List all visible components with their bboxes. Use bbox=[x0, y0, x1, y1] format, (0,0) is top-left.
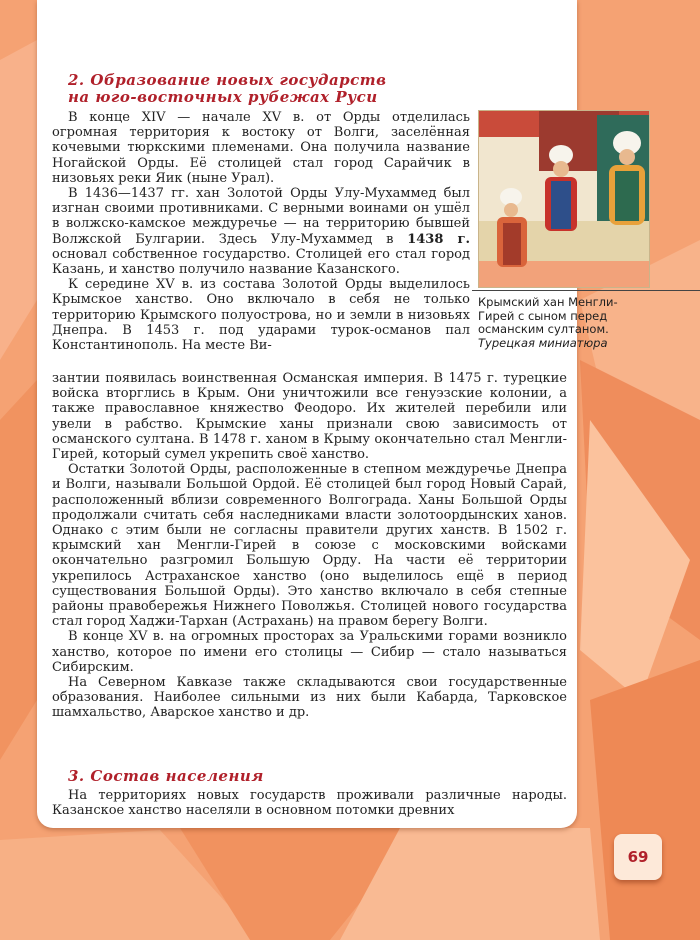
page-number: 69 bbox=[627, 848, 649, 866]
section-2-heading-line1: 2. Образование новых государств bbox=[68, 71, 387, 89]
figure-caption-text: Крымский хан Менгли-Гирей с сыном перед османским султаном. bbox=[478, 295, 618, 336]
turkish-miniature-image bbox=[478, 110, 650, 288]
section-2-text-wide bbox=[52, 371, 567, 721]
paragraph-kazan-text-2: основал собственное государство. Столицей его стал город Казань, и ханство получило название Казанского. bbox=[52, 246, 470, 278]
section-3-text bbox=[52, 788, 567, 818]
paragraph-siberian-khanate: В конце XV в. на огромных просторах за Уральскими горами возникло ханство, которое по имени его столицы — Сибир — стало называться Сибирским. bbox=[52, 629, 567, 675]
page-number-badge bbox=[614, 834, 662, 880]
paragraph-north-caucasus: На Северном Кавказе также складываются свои государственные образования. Наиболее сильными из них были Кабарда, Тарковское шамхальство, Аварское ханство и др. bbox=[52, 675, 567, 721]
paragraph-nogai-horde: В конце XIV — начале XV в. от Орды отделилась огромная территория к востоку от Волги, заселённая кочевыми тюркскими племенами. Она получила название Ногайской Орды. Её столицей стал город Сарайчик в низовьях реки Яик (ныне Урал). bbox=[52, 110, 470, 186]
paragraph-kazan-khanate bbox=[52, 186, 470, 277]
paragraph-population: На территориях новых государств проживали различные народы. Казанское ханство населяли в основном потомки древних bbox=[52, 788, 567, 819]
section-2-heading-line2: на юго-восточных рубежах Руси bbox=[68, 88, 378, 106]
year-1438: 1438 г. bbox=[407, 231, 471, 247]
paragraph-crimean-continued: зантии появилась воинственная Османская империя. В 1475 г. турецкие войска вторглись в Крым. Они уничтожили все генуэзские колонии, а также православное княжество Феодоро. Их жителей перебили или увели в рабство. Крымские ханы признали свою зависимость от османского султана. В 1478 г. ханом в Крыму окончательно стал Менгли-Гирей, который сумел укрепить своё ханство. bbox=[52, 371, 567, 463]
section-3-heading: 3. Состав населения bbox=[68, 767, 264, 785]
paragraph-kazan-text-1: В 1436—1437 гг. хан Золотой Орды Улу-Мухаммед был изгнан своими противниками. С верными воинами он ушёл в волжско-камское междуречье — на территорию бывшей Волжской Булгарии. Здесь Улу-Мухаммед в bbox=[52, 186, 470, 247]
section-2-text-narrow bbox=[52, 110, 470, 353]
caption-divider bbox=[472, 290, 700, 291]
figure-caption-source: Турецкая миниатюра bbox=[478, 335, 608, 350]
paragraph-great-horde: Остатки Золотой Орды, расположенные в степном междуречье Днепра и Волги, называли Большой Ордой. Её столицей был город Новый Сарай, расположенный вблизи современного Волгограда. Ханы Большой Орды продолжали считать себя наследниками власти золотоордынских ханов. Однако с этим были не согласны правители других ханств. В 1502 г. крымский хан Менгли-Гирей в союзе с московскими войсками окончательно разгромил Большую Орду. На части её территории укрепилось Астраханское ханство (оно выделилось ещё в период существования Большой Орды). Это ханство включало в себя степные районы правобережья Нижнего Поволжья. Столицей нового государства стал город Хаджи-Тархан (Астрахань) на правом берегу Волги. bbox=[52, 462, 567, 630]
paragraph-crimean-khanate: К середине XV в. из состава Золотой Орды выделилось Крымское ханство. Оно включало в себя не только территорию Крымского полуострова, но и земли в низовьях Днепра. В 1453 г. под ударами турок-османов пал Константинополь. На месте Ви- bbox=[52, 277, 470, 354]
figure-caption bbox=[478, 296, 653, 350]
